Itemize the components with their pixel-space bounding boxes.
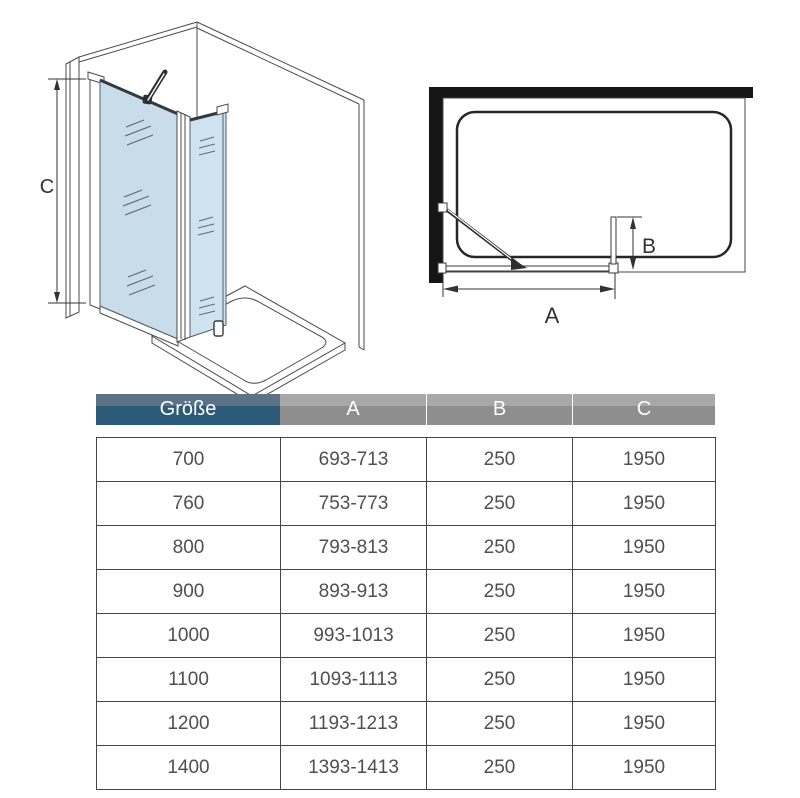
table-cell: 1100 xyxy=(97,658,281,702)
table-row xyxy=(97,614,716,658)
table-cell: 1950 xyxy=(573,438,716,482)
table-cell: 900 xyxy=(97,570,281,614)
wall-top xyxy=(433,87,753,98)
table-cell: 1400 xyxy=(97,746,281,790)
table-cell: 250 xyxy=(427,746,573,790)
return-panel-plan xyxy=(611,217,616,264)
size-table-grid xyxy=(96,437,716,790)
table-row xyxy=(97,658,716,702)
table-cell: 1950 xyxy=(573,482,716,526)
table-cell: 700 xyxy=(97,438,281,482)
dimension-a xyxy=(443,273,615,328)
table-cell: 250 xyxy=(427,570,573,614)
table-cell: 800 xyxy=(97,526,281,570)
table-cell: 1950 xyxy=(573,614,716,658)
table-row xyxy=(97,746,716,790)
enclosure-outline xyxy=(443,98,745,272)
table-cell: 993-1013 xyxy=(281,614,427,658)
table-cell: 793-813 xyxy=(281,526,427,570)
size-table-body xyxy=(97,438,716,790)
table-cell: 1193-1213 xyxy=(281,702,427,746)
table-cell: 250 xyxy=(427,658,573,702)
support-bar-plan xyxy=(438,203,527,270)
table-cell: 753-773 xyxy=(281,482,427,526)
tray-outline xyxy=(457,112,731,257)
dimension-b-label: B xyxy=(642,235,657,258)
table-cell: 250 xyxy=(427,482,573,526)
table-row xyxy=(97,526,716,570)
table-row xyxy=(97,438,716,482)
table-cell: 893-913 xyxy=(281,570,427,614)
table-cell: 1393-1413 xyxy=(281,746,427,790)
size-table xyxy=(96,394,715,790)
column-header-size: Größe xyxy=(96,394,280,425)
table-cell: 250 xyxy=(427,702,573,746)
table-cell: 250 xyxy=(427,526,573,570)
support-bar xyxy=(142,72,165,105)
table-cell: 250 xyxy=(427,614,573,658)
table-cell: 1950 xyxy=(573,702,716,746)
dimension-a-label: A xyxy=(544,303,560,328)
table-cell: 1950 xyxy=(573,526,716,570)
table-row xyxy=(97,570,716,614)
table-cell: 250 xyxy=(427,438,573,482)
table-cell: 1950 xyxy=(573,658,716,702)
table-cell: 760 xyxy=(97,482,281,526)
column-header-b: B xyxy=(426,394,572,425)
dimension-b xyxy=(617,217,656,270)
table-row xyxy=(97,702,716,746)
table-cell: 1000 xyxy=(97,614,281,658)
table-cell: 1950 xyxy=(573,746,716,790)
wall-left xyxy=(429,87,443,283)
size-table-header xyxy=(96,394,715,425)
column-header-c: C xyxy=(572,394,715,425)
column-header-a: A xyxy=(280,394,426,425)
panel-foot-clamp xyxy=(214,321,223,336)
shower-3d-diagram xyxy=(20,10,400,400)
shower-top-view-diagram xyxy=(415,55,790,345)
hinge-profile xyxy=(177,111,190,342)
table-cell: 693-713 xyxy=(281,438,427,482)
table-cell: 1950 xyxy=(573,570,716,614)
left-wall-panel xyxy=(66,57,79,318)
table-cell: 1093-1113 xyxy=(281,658,427,702)
glass-panel-plan xyxy=(438,263,618,273)
table-row xyxy=(97,482,716,526)
dimension-c-label: C xyxy=(39,176,55,198)
table-cell: 1200 xyxy=(97,702,281,746)
